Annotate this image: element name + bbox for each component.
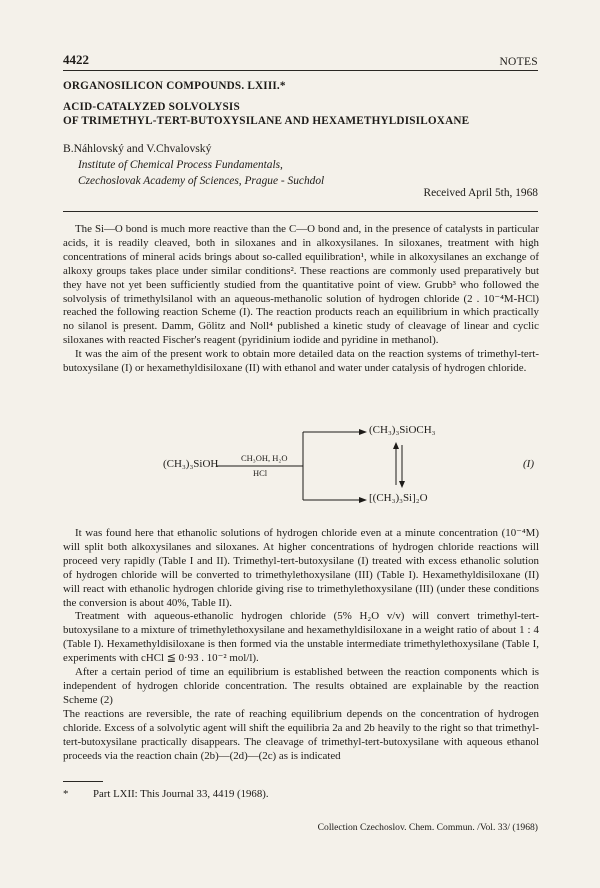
- affiliation: [78, 157, 324, 189]
- received-date: Received April 5th, 1968: [423, 187, 538, 199]
- header-rule: [63, 70, 538, 71]
- title-line: ACID-CATALYZED SOLVOLYSIS: [63, 101, 240, 113]
- scheme-conditions-bottom: HCl: [253, 468, 268, 478]
- paragraph: Treatment with aqueous-ethanolic hydrogen chloride (5% H₂O v/v) will convert trimethyl-tert-butoxysilane to a mixture of trimethylethoxysilane and hexamethyldisiloxane in a weight ratio of about 1 : 4 (Table I). Hexamethyldisiloxane is then formed via the unstable intermediate trimethylethoxysilane (Table I, experiments with cHCl ≦ 0·93 . 10⁻² mol/l).: [63, 610, 539, 665]
- page-number: 4422: [63, 52, 89, 67]
- body-text-bottom: [63, 527, 539, 763]
- footnote: [63, 788, 269, 800]
- reaction-scheme: [63, 418, 539, 514]
- scheme-product-bottom: [(CH₃)₃Si]₂O: [369, 492, 428, 504]
- abstract-rule: [63, 211, 538, 212]
- journal-footer: Collection Czechoslov. Chem. Commun. /Vol. 33/ (1968): [317, 822, 538, 833]
- title-line: OF TRIMETHYL-TERT-BUTOXYSILANE AND HEXAMETHYLDISILOXANE: [63, 115, 470, 127]
- affiliation-line: Czechoslovak Academy of Sciences, Prague - Suchdol: [78, 175, 325, 187]
- affiliation-line: Institute of Chemical Process Fundamentals,: [78, 159, 283, 171]
- paragraph: It was the aim of the present work to obtain more detailed data on the reaction systems of trimethyl-tert-butoxysilane (I) or hexamethyldisiloxane (II) with ethanol and water under catalysis of hydrogen chloride.: [63, 348, 539, 375]
- scheme-product-top: (CH₃)₃SiOCH₃: [369, 424, 436, 436]
- paragraph: The Si—O bond is much more reactive than the C—O bond and, in the presence of catalysts in particular acids, it is readily cleaved, both in siloxanes and in alkoxysilanes. In siloxanes, treatment with high concentrations of mineral acids brings about so-called equilibration¹, while in alkoxysilanes an exchange of alkoxy groups takes place under similar conditions². These reactions are commonly used preparatively but they have not yet been sufficiently studied from the quantitative point of view. Grubb³ who followed the solvolysis of trimethylsilanol with an aqueous-methanolic solution of hydrogen chloride (2 . 10⁻⁴M-HCl) reached the following reaction Scheme (I). The reaction products reach an equilibrium in which practically no silanol is present. Damm, Gölitz and Noll⁴ published a kinetic study of cleavage of linear and cyclic siloxanes with reacted Fischer's reagent (pyridinium iodide and pyridine in methanol).: [63, 223, 539, 347]
- footnote-text: Part LXII: This Journal 33, 4419 (1968).: [93, 788, 269, 800]
- scheme-arrows: [63, 418, 539, 514]
- series-title: ORGANOSILICON COMPOUNDS. LXIII.*: [63, 80, 286, 92]
- authors: B.Náhlovský and V.Chvalovský: [63, 142, 212, 155]
- footnote-rule: [63, 781, 103, 782]
- paragraph: It was found here that ethanolic solutions of hydrogen chloride even at a minute concentration (10⁻⁴M) will split both alkoxysilanes and siloxanes. At higher concentrations of hydrogen chloride reactions will proceed very rapidly (Table I and II). Trimethyl-tert-butoxysilane (I) treated with excess ethanolic solution of hydrogen chloride will be converted to trimethylethoxysilane (III) (Table I). Hexamethyldisiloxane (II) will react with ethanolic hydrogen chloride giving rise to trimethylethoxysilane (III) (under these conditions the conversion is about 40%, Table II).: [63, 527, 539, 609]
- scheme-conditions-top: CH₃OH, H₂O: [241, 453, 288, 463]
- footnote-mark: *: [63, 788, 69, 800]
- paragraph: After a certain period of time an equilibrium is established between the reaction components which is independent of hydrogen chloride concentration. The results obtained are explainable by the reaction Scheme (2): [63, 666, 539, 706]
- body-text-top: [63, 223, 539, 376]
- running-header: [63, 50, 538, 68]
- section-name: NOTES: [499, 56, 538, 68]
- paragraph: The reactions are reversible, the rate of reaching equilibrium depends on the concentration of hydrogen chloride. Excess of a solvolytic agent will shift the equilibria 2a and 2b heavily to the right so that trimethyl-tert-butoxysilane practically disappears. The cleavage of trimethyl-tert-butoxysilane with aqueous ethanol proceeds via the reaction chain (2b)—(2d)—(2c) as is indicated: [63, 707, 539, 762]
- scheme-label: (I): [523, 458, 534, 470]
- scheme-reactant: (CH₃)₃SiOH: [163, 458, 219, 470]
- article-title: [63, 100, 543, 128]
